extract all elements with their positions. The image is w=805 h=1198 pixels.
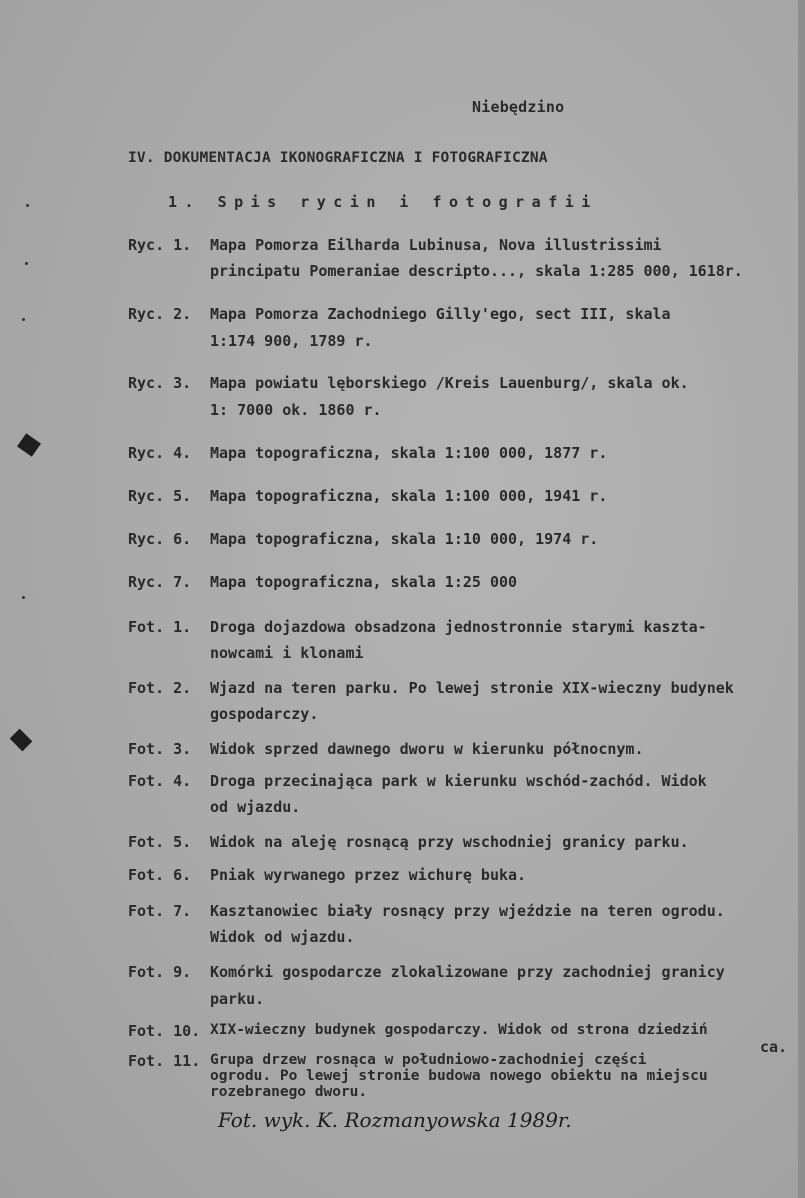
scan-speck — [22, 318, 25, 321]
ink-blot — [17, 433, 41, 456]
entry-text-line: Mapa topograficzna, skala 1:25 000 — [210, 573, 518, 591]
entry-text-line: Widok sprzed dawnego dworu w kierunku północnym. — [210, 740, 644, 758]
entry-text-line: Droga przecinająca park w kierunku wschód-zachód. Widok — [210, 772, 707, 790]
entry-text-line: Mapa topograficzna, skala 1:100 000, 1941 r. — [210, 487, 608, 505]
entry-label: Fot. 7. — [128, 902, 192, 920]
entry-label: Ryc. 4. — [128, 444, 192, 462]
entry-label: Ryc. 6. — [128, 530, 192, 548]
entry-text-line: parku. — [210, 990, 265, 1008]
entry-text-line: nowcami i klonami — [210, 644, 364, 662]
entry-text-line: 1: 7000 ok. 1860 r. — [210, 401, 382, 419]
entry-text-line: Komórki gospodarcze zlokalizowane przy zachodniej granicy — [210, 963, 725, 981]
entry-text-line: rozebranego dworu. — [210, 1084, 368, 1100]
section-title: IV. DOKUMENTACJA IKONOGRAFICZNA I FOTOGRAFICZNA — [128, 150, 548, 166]
entry-label: Ryc. 2. — [128, 305, 192, 323]
entry-text-line: Pniak wyrwanego przez wichurę buka. — [210, 866, 527, 884]
entry-text-line: Mapa topograficzna, skala 1:10 000, 1974 r. — [210, 530, 599, 548]
photographer-signature: Fot. wyk. K. Rozmanyowska 1989r. — [218, 1108, 572, 1132]
subsection-title: 1. Spis rycin i fotografii — [168, 193, 598, 211]
scan-speck — [22, 596, 25, 599]
entry-label: Fot. 4. — [128, 772, 192, 790]
entry-label: Fot. 9. — [128, 963, 192, 981]
entry-label: Ryc. 3. — [128, 374, 192, 392]
entry-text-line: Mapa topograficzna, skala 1:100 000, 1877 r. — [210, 444, 608, 462]
entry-label: Fot. 11. — [128, 1052, 201, 1070]
entry-text-line: Widok od wjazdu. — [210, 928, 355, 946]
entry-label: Fot. 2. — [128, 679, 192, 697]
entry-text-line: Kasztanowiec biały rosnący przy wjeździe na teren ogrodu. — [210, 902, 725, 920]
entry-label: Ryc. 7. — [128, 573, 192, 591]
entry-text-line: Droga dojazdowa obsadzona jednostronnie starymi kaszta- — [210, 618, 707, 636]
page-edge — [798, 0, 805, 1198]
entry-label: Ryc. 5. — [128, 487, 192, 505]
entry-text-line: principatu Pomeraniae descripto..., skala 1:285 000, 1618r. — [210, 262, 743, 280]
entry-label: Fot. 5. — [128, 833, 192, 851]
ink-blot — [10, 729, 33, 752]
entry-text-line: Widok na aleję rosnącą przy wschodniej granicy parku. — [210, 833, 689, 851]
entry-text-line: Mapa powiatu lęborskiego /Kreis Lauenburg/, skala ok. — [210, 374, 689, 392]
handwritten-insertion: ca. — [760, 1038, 788, 1056]
place-name: Niebędzino — [472, 98, 565, 116]
scan-speck — [26, 204, 29, 207]
entry-text-line: gospodarczy. — [210, 705, 319, 723]
entry-text-line: Wjazd na teren parku. Po lewej stronie XIX-wieczny budynek — [210, 679, 734, 697]
entry-text-line: XIX-wieczny budynek gospodarczy. Widok od strona dziedziń — [210, 1022, 708, 1038]
entry-text-line: ogrodu. Po lewej stronie budowa nowego obiektu na miejscu — [210, 1068, 708, 1084]
entry-label: Fot. 1. — [128, 618, 192, 636]
entry-label: Fot. 10. — [128, 1022, 201, 1040]
entry-text-line: 1:174 900, 1789 r. — [210, 332, 373, 350]
entry-text-line: Mapa Pomorza Zachodniego Gilly'ego, sect III, skala — [210, 305, 671, 323]
entry-label: Fot. 6. — [128, 866, 192, 884]
entry-text-line: Grupa drzew rosnąca w południowo-zachodniej części — [210, 1052, 647, 1068]
entry-text-line: Mapa Pomorza Eilharda Lubinusa, Nova illustrissimi — [210, 236, 662, 254]
entry-label: Ryc. 1. — [128, 236, 192, 254]
scan-speck — [25, 262, 28, 265]
entry-label: Fot. 3. — [128, 740, 192, 758]
entry-text-line: od wjazdu. — [210, 798, 301, 816]
